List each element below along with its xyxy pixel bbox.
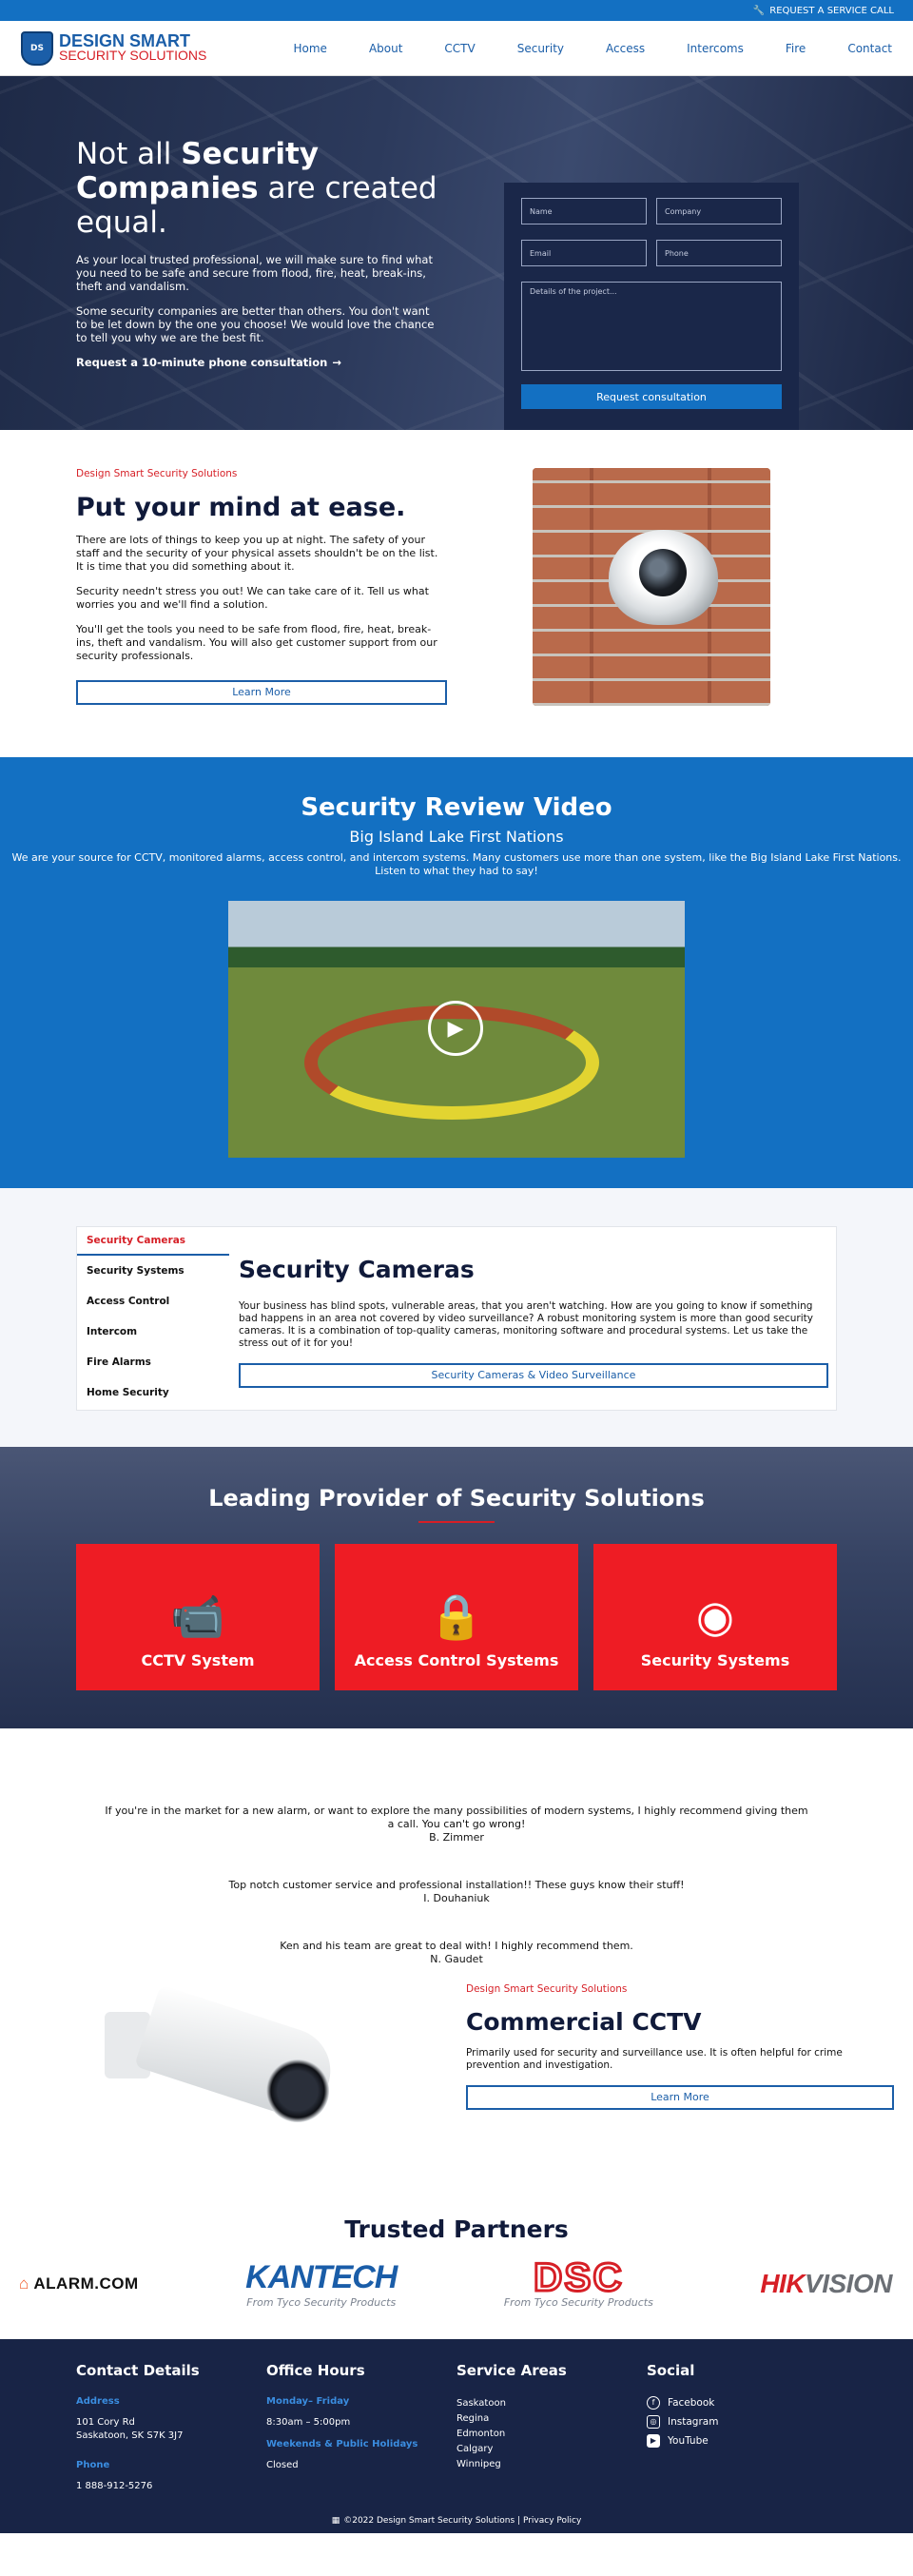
phone-input[interactable] [656, 240, 782, 266]
ease-learn-more-button[interactable]: Learn More [76, 680, 447, 705]
tab-access-control[interactable]: Access Control [87, 1296, 170, 1307]
hero-title-post: are created equal. [76, 171, 437, 240]
cctv-text [466, 1983, 894, 2110]
facebook-label: Facebook [668, 2397, 715, 2409]
hikvision-logo [760, 2269, 892, 2299]
hero-title [76, 137, 437, 240]
testimonial [0, 1879, 913, 1905]
address-line-2: Saskatoon, SK S7K 3J7 [76, 2430, 184, 2441]
partner-logos [0, 2243, 913, 2309]
hero-title-bold: Security Companies [76, 137, 319, 205]
main-nav [0, 21, 913, 76]
card-access-control[interactable] [335, 1544, 578, 1690]
testimonial-author: N. Gaudet [430, 1953, 483, 1965]
video-description: We are your source for CCTV, monitored alarms, access control, and intercom systems. Many customers use more than one system, like the Big Island Lake First Nations. Listen to what they had to say! [11, 851, 902, 877]
alarm-com-logo [19, 2274, 139, 2293]
tab-fire-alarms[interactable]: Fire Alarms [87, 1356, 151, 1368]
address-label: Address [76, 2396, 120, 2407]
weekday-label: Monday– Friday [266, 2396, 350, 2407]
youtube-label: YouTube [668, 2435, 709, 2447]
trusted-partners-section [0, 2210, 913, 2339]
tab-content-text: Your business has blind spots, vulnerable areas, that you aren't watching. How are you going to know if something bad happens in an area not covered by video surveillance? A robust monitoring system is more than good security cameras. It is a combination of top-quality cameras, monitoring software and procedural systems. Let us take the stress out of it for you! [239, 1300, 813, 1349]
tab-home-security[interactable]: Home Security [87, 1387, 169, 1398]
ease-paragraph-1: There are lots of things to keep you up at night. The safety of your staff and the security of your physical assets shouldn't be on the list. It is time that you did something about it. [76, 534, 438, 573]
ease-paragraph-3: You'll get the tools you need to be safe from flood, fire, heat, break-ins, theft and vandalism. You will also get customer support from our security professionals. [76, 623, 437, 662]
consultation-form [504, 183, 799, 430]
service-area: Winnipeg [456, 2459, 501, 2469]
facebook-icon: f [647, 2396, 660, 2410]
card-label: CCTV System [141, 1651, 255, 1669]
facebook-link[interactable] [647, 2396, 837, 2410]
grid-icon: ▦ [331, 2516, 340, 2526]
ease-kicker: Design Smart Security Solutions [76, 468, 238, 479]
instagram-link[interactable] [647, 2415, 837, 2429]
hero-title-pre: Not all [76, 137, 182, 171]
service-area: Regina [456, 2413, 490, 2424]
youtube-icon: ▶ [647, 2434, 660, 2448]
card-security-systems[interactable] [593, 1544, 837, 1690]
phone-link[interactable]: 1 888-912-5276 [76, 2481, 153, 2491]
service-cards [76, 1544, 837, 1690]
phone-consultation-label: Request a 10-minute phone consultation [76, 356, 328, 369]
name-input[interactable] [521, 198, 647, 224]
footer-areas-title: Service Areas [456, 2362, 567, 2379]
tab-list [77, 1227, 229, 1408]
video-subtitle: Big Island Lake First Nations [349, 828, 564, 846]
nav-cctv[interactable]: CCTV [444, 41, 476, 55]
phone-label: Phone [76, 2460, 110, 2470]
services-tabs-section [0, 1188, 913, 1447]
footer-contact-title: Contact Details [76, 2362, 200, 2379]
title-divider [418, 1521, 495, 1523]
hero-paragraph-1: As your local trusted professional, we will make sure to find what you need to be safe and secure from flood, fire, heat, break-ins, theft and vandalism. [76, 253, 433, 293]
cctv-kicker: Design Smart Security Solutions [466, 1983, 628, 1995]
copyright-text[interactable]: ©2022 Design Smart Security Solutions | Privacy Policy [343, 2516, 582, 2526]
video-title: Security Review Video [301, 793, 612, 822]
nav-about[interactable]: About [368, 41, 403, 55]
nav-home[interactable]: Home [293, 41, 327, 55]
kantech-text: KANTECH [245, 2258, 398, 2295]
shield-logo-icon: DS [21, 31, 53, 66]
instagram-label: Instagram [668, 2416, 719, 2428]
nav-security[interactable]: Security [516, 41, 564, 55]
service-area: Calgary [456, 2444, 494, 2454]
commercial-cctv-section [0, 1974, 913, 2210]
testimonials-section [0, 1728, 913, 1974]
hik-text-red: HIK [760, 2268, 806, 2298]
nav-fire[interactable]: Fire [785, 41, 806, 55]
footer-hours [266, 2362, 456, 2503]
hik-text-grey: VISION [805, 2268, 892, 2298]
project-details-textarea[interactable] [521, 282, 782, 371]
card-cctv-system[interactable] [76, 1544, 320, 1690]
nav-links [273, 42, 893, 55]
ease-paragraph-2: Security needn't stress you out! We can take care of it. Tell us what worries you and we'll find a solution. [76, 585, 429, 611]
testimonial-author: I. Douhaniuk [423, 1892, 490, 1904]
bullet-camera-image [105, 1993, 352, 2136]
tab-content [239, 1256, 828, 1388]
cctv-title: Commercial CCTV [466, 2008, 702, 2036]
address-line-1: 101 Cory Rd [76, 2417, 135, 2428]
play-icon[interactable]: ▶ [428, 1001, 483, 1056]
site-logo[interactable] [21, 31, 206, 66]
footer-hours-title: Office Hours [266, 2362, 365, 2379]
camera-lens [266, 2059, 329, 2122]
testimonial-quote: Top notch customer service and professional installation!! These guys know their stuff! [228, 1879, 685, 1891]
logo-text [59, 30, 207, 63]
dome-camera-lens [639, 549, 687, 596]
weekday-hours: 8:30am – 5:00pm [266, 2417, 351, 2428]
instagram-icon: ◎ [647, 2415, 660, 2429]
cctv-description: Primarily used for security and surveillance use. It is often helpful for crime prevention and investigation. [466, 2047, 843, 2071]
youtube-link[interactable] [647, 2434, 837, 2448]
hero-paragraph-2: Some security companies are better than others. You don't want to be let down by the one you choose! We would love the chance to tell you why we are the best fit. [76, 304, 435, 344]
dsc-logo [503, 2254, 653, 2309]
service-area: Saskatoon [456, 2398, 506, 2409]
arrow-right-icon: → [332, 356, 341, 369]
alarm-house-icon: ⌂ [19, 2274, 29, 2293]
ease-title: Put your mind at ease. [76, 493, 406, 522]
email-input[interactable] [521, 240, 647, 266]
cctv-camera-icon: 📹 [170, 1590, 225, 1642]
card-label: Security Systems [640, 1651, 790, 1669]
request-consultation-button[interactable]: Request consultation [521, 384, 782, 409]
copyright [0, 2516, 913, 2526]
testimonial-quote: Ken and his team are great to deal with! I highly recommend them. [280, 1940, 633, 1952]
cameras-surveillance-button[interactable]: Security Cameras & Video Surveillance [239, 1363, 828, 1388]
footer-social-title: Social [647, 2362, 695, 2379]
dsc-tyco-text: From Tyco Security Products [503, 2296, 653, 2309]
cctv-learn-more-button[interactable]: Learn More [466, 2085, 894, 2110]
wrench-icon: 🔧 [752, 5, 766, 16]
nav-intercoms[interactable]: Intercoms [687, 41, 744, 55]
kantech-logo [245, 2259, 397, 2309]
alarm-com-text: ALARM.COM [33, 2274, 139, 2293]
testimonial [0, 1940, 913, 1966]
dome-camera-photo [533, 468, 770, 706]
phone-consultation-link[interactable] [76, 356, 437, 369]
address-value [76, 2416, 266, 2443]
tab-security-cameras[interactable]: Security Cameras [77, 1227, 229, 1256]
request-service-call-link[interactable]: REQUEST A SERVICE CALL [769, 5, 894, 16]
ease-text [76, 468, 447, 705]
tab-content-title: Security Cameras [239, 1256, 475, 1283]
footer-contact [76, 2362, 266, 2503]
security-review-video-section [0, 757, 913, 1188]
card-label: Access Control Systems [354, 1651, 559, 1669]
tab-intercom[interactable]: Intercom [87, 1326, 138, 1337]
site-footer [0, 2339, 913, 2533]
kantech-tyco-text: From Tyco Security Products [246, 2295, 397, 2309]
partners-title: Trusted Partners [344, 2215, 569, 2243]
testimonial-quote: If you're in the market for a new alarm, or want to explore the many possibilities of modern systems, I highly recommend giving them a call. You can't go wrong! [105, 1805, 808, 1830]
padlock-icon: 🔒 [429, 1590, 484, 1642]
weekend-hours: Closed [266, 2460, 299, 2470]
dsc-text: DSC [533, 2254, 624, 2299]
nav-contact[interactable]: Contact [847, 41, 892, 55]
company-input[interactable] [656, 198, 782, 224]
testimonial [0, 1805, 913, 1844]
tabs-panel [76, 1226, 837, 1411]
nav-access[interactable]: Access [606, 41, 646, 55]
footer-social [647, 2362, 837, 2503]
footer-service-areas [456, 2362, 647, 2503]
security-camera-icon: ◉ [695, 1590, 735, 1642]
provider-title: Leading Provider of Security Solutions [208, 1485, 705, 1512]
footer-columns [76, 2362, 837, 2503]
hero-content [76, 137, 437, 369]
testimonial-author: B. Zimmer [429, 1831, 484, 1844]
leading-provider-section [0, 1447, 913, 1728]
hero-section [0, 76, 913, 430]
top-bar [0, 0, 913, 21]
logo-line-1: DESIGN SMART [59, 30, 191, 50]
video-player[interactable] [228, 901, 685, 1158]
tab-security-systems[interactable]: Security Systems [87, 1265, 185, 1277]
service-area: Edmonton [456, 2429, 506, 2439]
weekend-label: Weekends & Public Holidays [266, 2439, 418, 2449]
mind-at-ease-section [0, 430, 913, 757]
logo-line-2: SECURITY SOLUTIONS [59, 47, 207, 63]
